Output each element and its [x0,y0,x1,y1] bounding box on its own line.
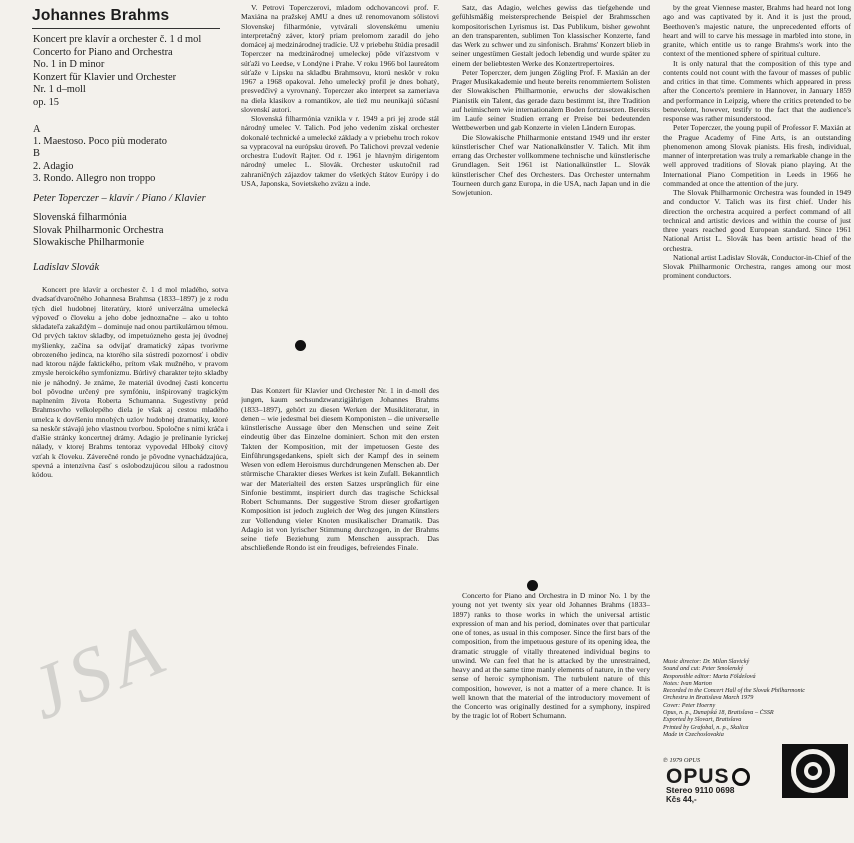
notes-paragraph: The Slovak Philharmonic Orchestra was founded in 1949 and conductor V. Talich was its first chief. Under his direction the orchestra acquired a perfect command of all technical and artistic devices and within the course of just three years reached good European standard. Since 1961 National Artist L. Slovák has been artistic head of the orchestra. [663,188,851,253]
watermark-text: JSA [17,604,181,737]
side-label: B [33,148,40,160]
opus-ring-icon [732,768,750,786]
german-notes-column [241,386,439,796]
composer-name: Johannes Brahms [32,7,170,24]
movement-item: 1. Maestoso. Poco più moderato [33,136,167,148]
opus-wordmark: OPUS [666,765,730,788]
header-rule [32,28,220,29]
conductor-name: Ladislav Slovák [33,262,100,273]
movement-item: 2. Adagio [33,160,74,172]
work-title-line: Konzert für Klavier und Orchester [33,71,177,83]
opus-emblem-icon [782,744,848,798]
credit-line: Cover: Peter Hoerny [663,701,716,709]
work-title-line: Concerto for Piano and Orchestra [33,46,173,58]
work-title-line: No. 1 in D minor [33,59,105,70]
credit-line: Sound and cut: Peter Smolenský [663,665,744,673]
work-title-line: Nr. 1 d–moll [33,84,86,95]
movement-list [33,124,223,185]
english-notes-column [452,591,650,797]
notes-paragraph: Peter Toperczer, dem jungen Zögling Prof. F. Maxián an der Prager Musikakademie und heute bereits renommiertem Solisten der Slowakischen Philharmonie, erwuchs der slowakischen Pianistik ein Talent, das gerade dazu bestimmt ist, ihre Tradition auf heimischem wie internationalem Boden fortzusetzen. Bereits im Laufe seiner Studien errang er Preise bei bedeutenden Wettbewerben und gab Konzerte in vielen Ländern Europas. [452,67,650,133]
notes-paragraph: Satz, das Adagio, welches gewiss das tiefgehende und gefühlsmäßig meistersprechende Beispiel der Brahmsschen kompositorischen Lyrismus ist. Das Publikum, bisher gewohnt an den transparenten, sublimen Ton klassischer Konzerte, fand das Werk zu schwer und zu sinfonisch. Brahms' Konzert blieb in seiner ungestümen Gestalt jedoch lebendig und wurde später zu einem der beliebtesten Werke des Konzertrepertoires. [452,3,650,68]
credit-line: Orchestra in Bratislava March 1979 [663,694,754,702]
notes-paragraph: National artist Ladislav Slovák, Conductor-in-Chief of the Slovak Philharmonic Orchestra, ranges among our most prominent conductors. [663,252,851,281]
credit-line: Responsible editor: Marta Földešová [663,672,756,680]
notes-paragraph: by the great Viennese master, Brahms had heard not long ago and was captivated by it. And it is just the proud, Beethoven's majestic nature, the unprecedented efforts of heart and will to carve his message in marbled into stone, in granite, which entitle us to range Brahms's work into the context of the mentioned sphere of spiritual culture. [663,3,851,59]
english-notes-continued [663,3,851,653]
side-label: A [33,124,41,135]
emblem-inner-ring [804,762,822,780]
catalog-number: Stereo 9110 0698 [666,785,735,795]
credit-line: Music director: Dr. Milan Slavický [663,658,750,665]
notes-paragraph: Das Konzert für Klavier und Orchester Nr. 1 in d-moll des jungen, kaum sechsundzwanzigjährigen Johannes Brahms (1833–1897), gehört zu diesen Werken der Musikliteratur, in denen – wie jedesmal bei diesem Komponisten – die universelle künstlerische Aussage über den Menschen und seine Zeit eindeutig über das Einzelne dominiert. Schon mit den ersten Takten der Komposition, mit der impetuosen Geste des Einführungsgedankens, spielt sich der Kampf des in seinem Wesen von edlem Heroismus durchdrungenen Menschen ab. Der stürmische Charakter dieses Werkes ist kein Zufall. Bekanntlich war der Materialteil des ersten Satzes ursprünglich für eine Sinfonie bestimmt, inspiriert durch das tragische Schicksal Robert Schumanns. Der suggestive Strom dieser großartigen Komposition ist jedoch zugleich der Weg des jungen Künstlers zur Vollendung vieler Knoten musikalischer Dramatik. Das Adagio ist von lyrischer Stimmung durchzogen, in der Brahms seine tiefe Beziehung zum Menschen aussprach. Das abschließende Rondo ist ein freudiges, befreiendes Finale. [241,386,439,553]
credit-line: Printed by Grafobal, n. p., Skalica [663,723,749,731]
notes-paragraph: Koncert pre klavír a orchester č. 1 d mol mladého, sotva dvadsaťdvaročného Johannesa Brahmsa (1833–1897) je z rodu tých diel hudobnej literatúry, ktoré univerzálna umelecká výpoveď o človeku a jeho dobe jednoznačne – ako u tohto skladateľa zakaždým – dominuje nad onou partikulárnou témou. Od prvých taktov skladby, od impetuózneho gesta jej úvodnej myšlienky, začína sa odvíjať dramatický zápas tvorivme obrozeného jedinca, na ktorého sila sústredí pozornosť i obdiv nad ktorou nájde faktického, prítom však mužného, v pravom zmysle heroického symfonizmu. Búrlivý charakter tejto skladby nie je náhodný. Je známe, že materiál úvodnej časti koncertu bol pôvodne určený pre symfóniu, inšpirovaný tragickým naplnením života Roberta Schumanna. Sugestívny prúd Brahmsovho velkolepého diela je však aj cestou mladého umelca k dovŕšeniu mnohých uzlov hudobnej dramatiky, ktoré sa neskôr stávajú jeho vlastnou tvorbou. Spoločne s nimi kráča i ďalšie stránky koncertnej drámy. Adagio je prelínanie lyrickej nálady, v ktorej Brahms tentoraz vypovedal Hlboký citový vzťah k človeku. Záverečné rondo je pôvodne vynachádzajúca, spevná a intenzívna časť s oslobodzujúcou silou a radostnou kódou. [32,285,228,479]
soloist-credit: Peter Toperczer – klavír / Piano / Klavier [33,193,206,204]
slovak-notes-continued [241,3,439,353]
orchestra-name: Slovenská filharmónia [33,212,127,223]
orchestra-block [33,212,223,250]
slovak-notes-column [32,285,228,797]
german-notes-continued [452,3,650,563]
production-credits [663,658,851,738]
orchestra-name: Slovak Philharmonic Orchestra [33,224,164,236]
section-bullet [295,340,306,351]
credit-line: Made in Czechoslovakia [663,730,724,738]
work-title-line: Koncert pre klavír a orchester č. 1 d mol [33,34,202,45]
movement-item: 3. Rondo. Allegro non troppo [33,172,156,184]
notes-paragraph: Die Slowakische Philharmonie entstand 1949 und ihr erster künstlerischer Chef war Nationalkünstler V. Talich. Mit ihm errang das Orchester vollkommene technische und künstlerische Grundlagen. Seit 1961 ist Nationalkünstler L. Slovák künstlerischer Chef des Orchesters. Das Orchester unternahm Tourneen durch ganz Europa, in die USA, nach Japan und in die Sowjetunion. [452,132,650,197]
work-title-line: op. 15 [33,96,59,108]
price-tag: Kčs 44,- [666,795,697,804]
credit-line: Opus, n. p., Dunajská 18, Bratislava – ČSSR [663,709,774,717]
orchestra-name: Slowakische Philharmonie [33,237,145,248]
work-title-block [33,34,223,109]
notes-paragraph: Slovenská filharmónia vznikla v r. 1949 a pri jej zrode stál národný umelec V. Talich. Pod jeho vedením získal orchester dokonalé technické a umelecké základy a v priebehu troch rokov sa vypracoval na európsku úroveň. Po Talichovi prevzal vedenie orchestra Ľudovít Rajter. Od r. 1961 je hlavným dirigentom národný umelec L. Slovák. Orchester uskutočnil rad zahraničných zájazdov takmer do všetkých štátov Európy i do USA, Japonska, Sovietskeho zväzu a inde. [241,114,439,188]
notes-paragraph: V. Petrovi Toperczerovi, mladom odchovancovi prof. F. Maxiána na pražskej AMU a dnes už renomovanom sólistovi Slovenskej filharmónie, vytvárali slovenskému umeniu interpretačný záver, ktorý priam prelomom zaradil do jeho domácej aj medzinárodnej tradície. Už v priebehu štúdia presadil Toperczer na medzinárodnej umeleckej pôde víťazstvom v súťaži vo Leedse, v Londýne i Prahe. V roku 1966 bol laureátom súťaže v Lipsku na skladbu Brahmsovu, ktorú neskôr v roku 1967 a 1968 opakoval. Jeho umelecký profil je dnes bohatý, presvedčivý a vyrovnaný. Toperczer ako interpret sa zameriava na diela klasikov a romantikov, ale tiež mu neunikajú súčasní slovenskí autori. [241,3,439,114]
credit-line: Notes: Ivan Marton [663,679,712,687]
section-bullet [527,580,538,591]
credit-line: Exported by Slovart, Bratislava [663,716,742,724]
notes-paragraph: It is only natural that the composition of this type and contents could not count with the favour of masses of public and critics in that time. Comments which appeared in press after the Concerto's premiere in Hannover, in January 1859 and performance in Leipzig, where the critics pretended to be benevolent, however, testify to the fact that the audience's response was rather misunderstood. [663,58,851,123]
copyright-notice: ℗ 1979 OPUS [663,757,701,764]
credit-line: Recorded in the Concert Hall of the Slovak Philharmonic [663,687,806,695]
notes-paragraph: Concerto for Piano and Orchestra in D minor No. 1 by the young not yet twenty six year old Johannes Brahms (1833–1897) ranks to those works in which the universal artistic expression of man and his period, dominates over that particular one of tones, as usual in this composer. Since the first bars of the composition, from the impetuous gesture of its opening idea, the dramatic struggle of vitally threatened individual begins to unwind. We can feel that he is attacked by the unrestrained, heavy and at the same time manly elements of nature, in the very sense of heroic symphonism. The turbulent nature of this composition, however, is not a matter of a mere chance. It is well known that the material of the introductory movement of the Concerto was originally destined for a symphony, inspired by the tragic lot of Robert Schumann. [452,591,650,721]
notes-paragraph: Peter Toperczer, the young pupil of Professor F. Maxián at the Prague Academy of Fine Arts, is an outstanding phenomenon among Slovak pianists. His fresh, individual, manner of interpretation was truly a remarkable change in the well approved traditions of Slovak piano playing. At the International Piano Competition in Leeds in 1966 he commanded at once the attention of the jury. [663,123,851,188]
